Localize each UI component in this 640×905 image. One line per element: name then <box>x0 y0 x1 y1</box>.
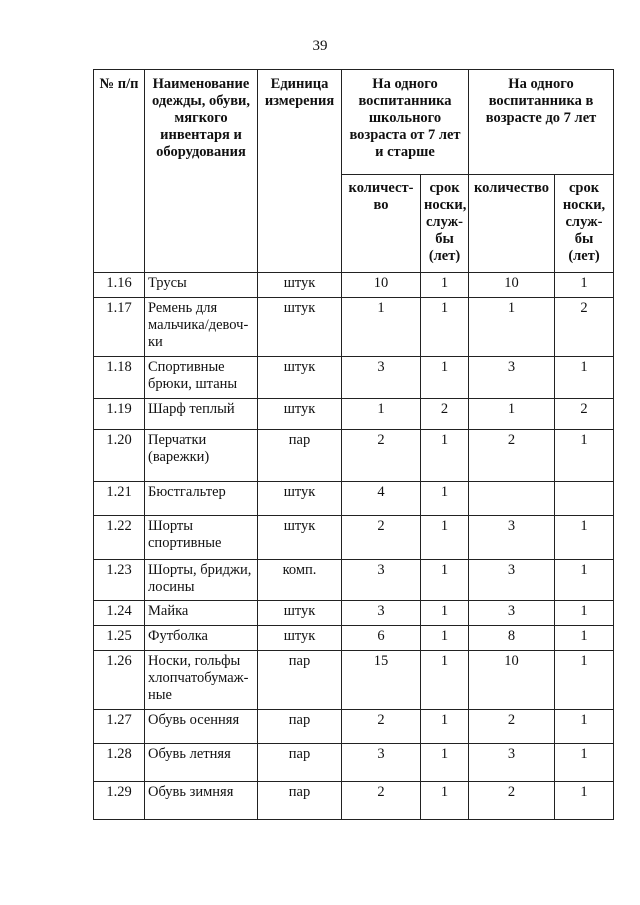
row-term-school: 1 <box>421 430 469 482</box>
row-term-under-7: 1 <box>555 560 614 601</box>
row-term-under-7: 1 <box>555 651 614 710</box>
row-term-under-7: 1 <box>555 516 614 560</box>
row-term-school: 1 <box>421 357 469 399</box>
table-row <box>94 560 614 601</box>
row-quantity-school: 3 <box>342 560 421 601</box>
table-row <box>94 744 614 782</box>
row-unit: штук <box>258 626 342 651</box>
table-row <box>94 516 614 560</box>
row-term-school: 1 <box>421 651 469 710</box>
row-quantity-under-7: 10 <box>469 273 555 298</box>
row-term-school: 1 <box>421 744 469 782</box>
row-quantity-under-7: 3 <box>469 744 555 782</box>
row-term-school: 1 <box>421 626 469 651</box>
row-term-under-7: 1 <box>555 782 614 820</box>
row-term-school: 1 <box>421 560 469 601</box>
row-number: 1.25 <box>94 626 145 651</box>
clothing-norms-table <box>93 69 614 820</box>
row-term-under-7: 1 <box>555 357 614 399</box>
row-item-name: Перчатки (варежки) <box>145 430 258 482</box>
row-unit: комп. <box>258 560 342 601</box>
table-row <box>94 651 614 710</box>
header-term-school: срок носки, служ-бы (лет) <box>421 175 469 273</box>
row-term-under-7: 1 <box>555 710 614 744</box>
table-row <box>94 626 614 651</box>
row-item-name: Носки, гольфы хлопчатобумаж-ные <box>145 651 258 710</box>
page-number: 39 <box>312 38 328 54</box>
row-unit: штук <box>258 516 342 560</box>
row-quantity-under-7: 2 <box>469 710 555 744</box>
row-term-school: 1 <box>421 273 469 298</box>
row-quantity-under-7: 8 <box>469 626 555 651</box>
row-item-name: Трусы <box>145 273 258 298</box>
row-quantity-school: 1 <box>342 298 421 357</box>
row-term-school: 1 <box>421 782 469 820</box>
row-number: 1.24 <box>94 601 145 626</box>
row-term-under-7: 2 <box>555 399 614 430</box>
header-number: № п/п <box>94 70 145 273</box>
row-term-school: 1 <box>421 298 469 357</box>
row-item-name: Футболка <box>145 626 258 651</box>
row-quantity-under-7: 3 <box>469 560 555 601</box>
row-quantity-school: 3 <box>342 357 421 399</box>
row-quantity-school: 2 <box>342 430 421 482</box>
row-unit: штук <box>258 601 342 626</box>
row-quantity-school: 15 <box>342 651 421 710</box>
header-item-name: Наименование одежды, обуви, мягкого инвентаря и оборудования <box>145 70 258 273</box>
row-unit: пар <box>258 744 342 782</box>
row-term-school: 1 <box>421 601 469 626</box>
row-unit: штук <box>258 357 342 399</box>
row-quantity-under-7: 1 <box>469 298 555 357</box>
row-item-name: Майка <box>145 601 258 626</box>
row-number: 1.27 <box>94 710 145 744</box>
header-group-school-age: На одного воспитанника школьного возраста от 7 лет и старше <box>342 70 469 175</box>
row-term-under-7 <box>555 482 614 516</box>
row-term-school: 1 <box>421 516 469 560</box>
table-row <box>94 357 614 399</box>
row-quantity-under-7: 3 <box>469 601 555 626</box>
row-item-name: Обувь летняя <box>145 744 258 782</box>
row-quantity-under-7 <box>469 482 555 516</box>
row-number: 1.29 <box>94 782 145 820</box>
header-quantity-under-7: количество <box>469 175 555 273</box>
header-group-under-7: На одного воспитанника в возрасте до 7 лет <box>469 70 614 175</box>
row-quantity-school: 2 <box>342 782 421 820</box>
header-term-under-7: срок носки, служ-бы (лет) <box>555 175 614 273</box>
row-item-name: Обувь осенняя <box>145 710 258 744</box>
row-item-name: Шарф теплый <box>145 399 258 430</box>
row-quantity-school: 4 <box>342 482 421 516</box>
table-body <box>94 273 614 820</box>
row-quantity-school: 1 <box>342 399 421 430</box>
row-item-name: Обувь зимняя <box>145 782 258 820</box>
header-unit: Единица измерения <box>258 70 342 273</box>
row-unit: штук <box>258 273 342 298</box>
row-quantity-school: 2 <box>342 710 421 744</box>
row-quantity-school: 2 <box>342 516 421 560</box>
row-number: 1.26 <box>94 651 145 710</box>
row-unit: пар <box>258 710 342 744</box>
row-number: 1.28 <box>94 744 145 782</box>
row-quantity-school: 3 <box>342 601 421 626</box>
row-number: 1.19 <box>94 399 145 430</box>
table-row <box>94 399 614 430</box>
row-unit: штук <box>258 298 342 357</box>
row-quantity-under-7: 3 <box>469 357 555 399</box>
row-term-under-7: 1 <box>555 430 614 482</box>
row-term-under-7: 1 <box>555 273 614 298</box>
table-row <box>94 601 614 626</box>
row-number: 1.16 <box>94 273 145 298</box>
table-row <box>94 298 614 357</box>
row-quantity-school: 3 <box>342 744 421 782</box>
row-number: 1.21 <box>94 482 145 516</box>
table-row <box>94 710 614 744</box>
row-quantity-under-7: 2 <box>469 430 555 482</box>
table-row <box>94 782 614 820</box>
row-quantity-under-7: 2 <box>469 782 555 820</box>
row-quantity-under-7: 1 <box>469 399 555 430</box>
row-number: 1.20 <box>94 430 145 482</box>
row-number: 1.22 <box>94 516 145 560</box>
row-unit: пар <box>258 782 342 820</box>
row-quantity-under-7: 10 <box>469 651 555 710</box>
row-unit: штук <box>258 482 342 516</box>
row-term-under-7: 1 <box>555 626 614 651</box>
row-number: 1.23 <box>94 560 145 601</box>
row-item-name: Шорты спортивные <box>145 516 258 560</box>
row-item-name: Спортивные брюки, штаны <box>145 357 258 399</box>
row-quantity-school: 6 <box>342 626 421 651</box>
table-row <box>94 430 614 482</box>
row-unit: пар <box>258 651 342 710</box>
row-term-under-7: 2 <box>555 298 614 357</box>
row-number: 1.18 <box>94 357 145 399</box>
row-item-name: Шорты, бриджи, лосины <box>145 560 258 601</box>
row-term-under-7: 1 <box>555 744 614 782</box>
table-row <box>94 482 614 516</box>
row-quantity-school: 10 <box>342 273 421 298</box>
row-unit: пар <box>258 430 342 482</box>
row-term-school: 1 <box>421 710 469 744</box>
row-item-name: Бюстгальтер <box>145 482 258 516</box>
row-term-school: 2 <box>421 399 469 430</box>
row-item-name: Ремень для мальчика/девоч-ки <box>145 298 258 357</box>
row-term-school: 1 <box>421 482 469 516</box>
row-quantity-under-7: 3 <box>469 516 555 560</box>
row-unit: штук <box>258 399 342 430</box>
row-term-under-7: 1 <box>555 601 614 626</box>
table-row <box>94 273 614 298</box>
header-quantity-school: количест-во <box>342 175 421 273</box>
row-number: 1.17 <box>94 298 145 357</box>
